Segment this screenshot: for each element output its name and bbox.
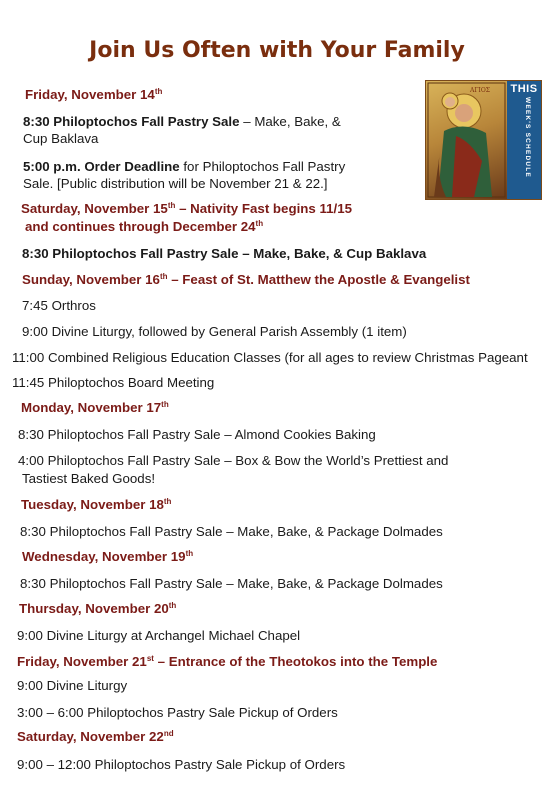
- schedule-item: Sale. [Public distribution will be November 21 & 22.]: [23, 176, 328, 191]
- ordinal-suffix: th: [185, 549, 194, 558]
- day-heading-text: Thursday, November 20: [19, 601, 169, 616]
- schedule-item: 8:30 Philoptochos Fall Pastry Sale – Make, Bake, & Package Dolmades: [20, 576, 443, 591]
- day-heading-note: – Nativity Fast begins 11/15: [175, 201, 353, 216]
- schedule-item: [23, 159, 345, 174]
- day-heading: [22, 272, 470, 287]
- page-title: Join Us Often with Your Family: [89, 38, 465, 63]
- icon-painting: [426, 81, 507, 199]
- ordinal-suffix: th: [159, 272, 168, 281]
- ordinal-suffix: th: [163, 497, 172, 506]
- schedule-item: 11:45 Philoptochos Board Meeting: [12, 375, 215, 390]
- day-heading-text: Tuesday, November 18: [21, 497, 164, 512]
- weeks-schedule-label: WEEK'S SCHEDULE: [524, 97, 531, 178]
- schedule-item: 9:00 – 12:00 Philoptochos Pastry Sale Pickup of Orders: [17, 757, 346, 772]
- ordinal-suffix: th: [255, 219, 264, 228]
- day-heading: [22, 549, 193, 564]
- schedule-item-text: – Make, Bake, &: [239, 114, 341, 129]
- day-heading-text: Friday, November 21: [17, 654, 147, 669]
- day-heading: [21, 400, 169, 415]
- icon-figure-art: [426, 81, 507, 199]
- day-heading-note: – Feast of St. Matthew the Apostle & Evangelist: [167, 272, 470, 287]
- day-heading-text: and continues through December 24: [25, 219, 256, 234]
- ordinal-suffix: th: [161, 400, 169, 409]
- day-heading-text: Saturday, November 22: [17, 729, 164, 744]
- schedule-item-text: for Philoptochos Fall Pastry: [179, 159, 346, 174]
- schedule-item: 9:00 Divine Liturgy, followed by General Parish Assembly (1 item): [22, 324, 407, 339]
- saint-icon-image: [425, 80, 542, 200]
- day-heading: [21, 497, 171, 512]
- day-heading-text: Monday, November 17: [21, 400, 162, 415]
- schedule-item: 9:00 Divine Liturgy: [17, 678, 128, 693]
- day-heading: [17, 729, 174, 744]
- schedule-item-title: 8:30 Philoptochos Fall Pastry Sale: [23, 114, 240, 129]
- ordinal-suffix: th: [167, 201, 176, 210]
- day-heading: [19, 601, 176, 616]
- icon-caption: ΑΓΙΟΣ: [470, 87, 491, 94]
- schedule-item: 8:30 Philoptochos Fall Pastry Sale – Almond Cookies Baking: [18, 427, 376, 442]
- schedule-item: [23, 114, 341, 129]
- ordinal-suffix: st: [146, 654, 154, 663]
- schedule-item: Cup Baklava: [23, 131, 99, 146]
- schedule-item: 7:45 Orthros: [22, 298, 96, 313]
- schedule-item: 8:30 Philoptochos Fall Pastry Sale – Make, Bake, & Cup Baklava: [22, 246, 427, 261]
- day-heading: [25, 87, 162, 102]
- ordinal-suffix: nd: [163, 729, 174, 738]
- schedule-item: 9:00 Divine Liturgy at Archangel Michael Chapel: [17, 628, 301, 643]
- schedule-item: 3:00 – 6:00 Philoptochos Pastry Sale Pickup of Orders: [17, 705, 338, 720]
- ordinal-suffix: th: [168, 601, 177, 610]
- schedule-item: 8:30 Philoptochos Fall Pastry Sale – Make, Bake, & Package Dolmades: [20, 524, 443, 539]
- day-heading-note: – Entrance of the Theotokos into the Temple: [153, 654, 438, 669]
- day-heading-text: Friday, November 14: [25, 87, 155, 102]
- schedule-item: Tastiest Baked Goods!: [22, 471, 156, 486]
- ordinal-suffix: th: [154, 87, 163, 96]
- schedule-item: 4:00 Philoptochos Fall Pastry Sale – Box & Bow the World’s Prettiest and: [18, 453, 449, 468]
- day-heading-text: Sunday, November 16: [22, 272, 160, 287]
- day-heading: [25, 219, 263, 234]
- day-heading: [17, 654, 437, 669]
- day-heading-text: Saturday, November 15: [21, 201, 168, 216]
- day-heading-text: Wednesday, November 19: [22, 549, 186, 564]
- schedule-item-title: 5:00 p.m. Order Deadline: [23, 159, 180, 174]
- this-label: THIS: [510, 83, 538, 95]
- day-heading: [21, 201, 352, 216]
- schedule-item: 11:00 Combined Religious Education Classes (for all ages to review Christmas Pageant: [12, 350, 528, 365]
